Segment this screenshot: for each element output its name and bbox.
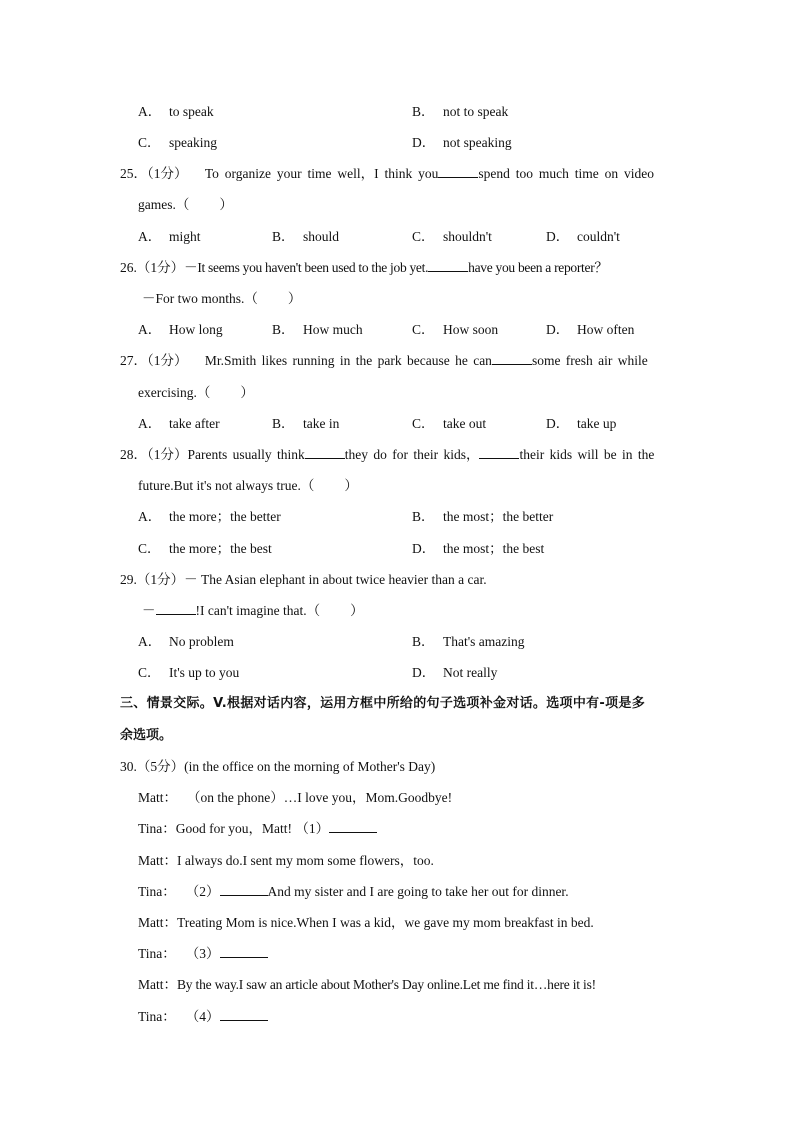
option-letter: C． <box>138 135 161 150</box>
dialog-text: By the way.I saw an article about Mother's Day online.Let me find it…here it is! <box>177 977 596 992</box>
option-text: the most；the best <box>443 541 545 556</box>
stem-text: their kids will be in the <box>519 447 655 462</box>
q26-stem-line1 <box>120 259 608 277</box>
answer-blank[interactable] <box>220 1008 268 1021</box>
option-letter: A． <box>138 634 162 649</box>
option-letter: D． <box>412 665 436 680</box>
section-heading-cont: 余选项。 <box>120 728 173 743</box>
option-text: How long <box>169 322 223 337</box>
stem-text: ） <box>240 385 254 400</box>
dialog-text: （4） <box>185 1009 220 1024</box>
answer-blank[interactable] <box>305 446 345 459</box>
dialog-line <box>138 820 377 838</box>
option-text: the more；the better <box>169 509 281 524</box>
q25-stem-line1 <box>120 165 674 183</box>
q28-stem-line1 <box>120 446 654 464</box>
question-number: 27．（1分） <box>120 353 188 368</box>
option-letter: B． <box>272 416 295 431</box>
option-letter: C． <box>138 665 161 680</box>
stem-text: exercising.（ <box>138 385 211 400</box>
q29-option-c[interactable] <box>138 664 239 682</box>
option-letter: B． <box>412 509 435 524</box>
q27-stem-line2 <box>138 384 254 402</box>
dialog-text: （2） <box>185 884 220 899</box>
q25-option-b[interactable] <box>272 228 339 246</box>
speaker: Matt： <box>138 853 177 868</box>
dialog-line <box>138 914 594 932</box>
answer-blank[interactable] <box>220 883 268 896</box>
option-text: take up <box>577 416 617 431</box>
dialog-line <box>138 789 452 807</box>
q24-option-a[interactable] <box>138 103 214 121</box>
option-text: speaking <box>169 135 217 150</box>
stem-text: － The Asian elephant in about twice heavier than a car. <box>184 572 487 587</box>
stem-text: －For two months.（ <box>142 291 258 306</box>
question-number: 25．（1分） <box>120 166 188 181</box>
question-number: 28．（1分） <box>120 447 188 462</box>
stem-text: Parents usually think <box>187 447 305 462</box>
stem-text: －It seems you haven't been used to the job yet. <box>184 260 429 275</box>
question-number: 30.（5分） <box>120 759 185 774</box>
q29-option-b[interactable] <box>412 633 525 651</box>
stem-text: future.But it's not always true.（ <box>138 478 315 493</box>
option-text: not to speak <box>443 104 509 119</box>
q27-option-a[interactable] <box>138 415 220 433</box>
option-text: How often <box>577 322 635 337</box>
speaker: Tina： <box>138 1009 176 1024</box>
answer-blank[interactable] <box>479 446 519 459</box>
dialog-text: And my sister and I are going to take her out for dinner. <box>267 884 569 899</box>
q25-option-c[interactable] <box>412 228 492 246</box>
option-letter: C． <box>412 416 435 431</box>
stem-text: have you been a reporter？ <box>468 260 608 275</box>
dialog-text: （on the phone）…I love you，Mom.Goodbye! <box>187 790 453 805</box>
dialog-text: I always do.I sent my mom some flowers，too. <box>177 853 434 868</box>
speaker: Matt： <box>138 790 177 805</box>
option-text: How soon <box>443 322 499 337</box>
stem-text: they do for their kids， <box>344 447 480 462</box>
stem-text: － <box>142 603 156 618</box>
stem-text: games.（ <box>138 197 190 212</box>
option-text: shouldn't <box>443 229 492 244</box>
q27-option-b[interactable] <box>272 415 339 433</box>
q29-option-a[interactable] <box>138 633 234 651</box>
option-text: How much <box>303 322 363 337</box>
q27-option-d[interactable] <box>546 415 616 433</box>
option-text: Not really <box>443 665 498 680</box>
speaker: Matt： <box>138 915 177 930</box>
speaker: Tina： <box>138 821 176 836</box>
q28-option-c[interactable] <box>138 540 272 558</box>
question-number: 29.（1分） <box>120 572 185 587</box>
option-letter: D． <box>546 229 570 244</box>
stem-text: ） <box>344 478 358 493</box>
option-text: take in <box>303 416 340 431</box>
option-letter: B． <box>272 322 295 337</box>
q25-option-d[interactable] <box>546 228 620 246</box>
stem-text: !I can't imagine that.（ <box>195 603 321 618</box>
dialog-line <box>138 883 569 901</box>
q26-option-c[interactable] <box>412 321 498 339</box>
q30-header <box>120 758 435 776</box>
option-letter: D． <box>412 541 436 556</box>
q25-option-a[interactable] <box>138 228 201 246</box>
q29-stem-line2 <box>142 602 364 620</box>
stem-text: To organize your time well，I think you <box>204 166 439 181</box>
q24-option-c[interactable] <box>138 134 217 152</box>
q28-option-d[interactable] <box>412 540 544 558</box>
option-text: That's amazing <box>443 634 525 649</box>
speaker: Tina： <box>138 884 176 899</box>
dialog-line <box>138 976 596 994</box>
option-text: not speaking <box>443 135 512 150</box>
dialog-line <box>138 852 434 870</box>
option-text: take after <box>169 416 220 431</box>
option-letter: A． <box>138 229 162 244</box>
option-text: take out <box>443 416 487 431</box>
q28-option-a[interactable] <box>138 508 281 526</box>
option-letter: C． <box>412 322 435 337</box>
option-letter: A． <box>138 416 162 431</box>
dialog-line <box>138 1008 268 1026</box>
q28-stem-line2 <box>138 477 358 495</box>
dialog-text: Good for you，Matt! （1） <box>175 821 330 836</box>
q25-stem-line2 <box>138 196 233 214</box>
option-letter: B． <box>272 229 295 244</box>
dialog-line <box>138 945 268 963</box>
dialog-text: Treating Mom is nice.When I was a kid，we gave my mom breakfast in bed. <box>177 915 594 930</box>
option-text: might <box>169 229 201 244</box>
option-letter: A． <box>138 322 162 337</box>
option-text: should <box>303 229 340 244</box>
answer-blank[interactable] <box>329 820 377 833</box>
q26-option-a[interactable] <box>138 321 223 339</box>
q27-option-c[interactable] <box>412 415 486 433</box>
speaker: Matt： <box>138 977 177 992</box>
option-letter: D． <box>412 135 436 150</box>
q29-option-d[interactable] <box>412 664 497 682</box>
option-letter: B． <box>412 634 435 649</box>
q24-option-b[interactable] <box>412 103 508 121</box>
q24-option-d[interactable] <box>412 134 512 152</box>
speaker: Tina： <box>138 946 176 961</box>
option-letter: D． <box>546 416 570 431</box>
answer-blank[interactable] <box>428 259 468 272</box>
option-text: the more；the best <box>169 541 272 556</box>
option-text: No problem <box>169 634 234 649</box>
option-text: to speak <box>169 104 214 119</box>
option-letter: B． <box>412 104 435 119</box>
option-letter: A． <box>138 104 162 119</box>
stem-text: ） <box>219 197 233 212</box>
question-number: 26.（1分） <box>120 260 185 275</box>
answer-blank[interactable] <box>156 602 196 615</box>
answer-blank[interactable] <box>492 352 532 365</box>
option-letter: D． <box>546 322 570 337</box>
option-letter: A． <box>138 509 162 524</box>
option-letter: C． <box>138 541 161 556</box>
q26-option-d[interactable] <box>546 321 634 339</box>
stem-text: spend too much time on video <box>478 166 654 181</box>
option-text: It's up to you <box>169 665 240 680</box>
q27-stem-line1 <box>120 352 648 370</box>
dialog-intro: (in the office on the morning of Mother's Day) <box>184 759 436 774</box>
option-letter: C． <box>412 229 435 244</box>
option-text: the most；the better <box>443 509 554 524</box>
stem-text: ） <box>350 603 364 618</box>
answer-blank[interactable] <box>220 945 268 958</box>
dialog-text: （3） <box>185 946 220 961</box>
section-heading: 三、情景交际。V.根据对话内容，运用方框中所给的句子选项补金对话。选项中有-项是多 <box>120 696 646 711</box>
stem-text: some fresh air while <box>531 353 648 368</box>
answer-blank[interactable] <box>438 165 478 178</box>
stem-text: Mr.Smith likes running in the park because he can <box>204 353 492 368</box>
stem-text: ） <box>287 291 302 306</box>
q26-stem-line2 <box>142 290 301 308</box>
option-text: couldn't <box>577 229 620 244</box>
q29-stem-line1 <box>120 571 487 589</box>
q28-option-b[interactable] <box>412 508 553 526</box>
q26-option-b[interactable] <box>272 321 363 339</box>
